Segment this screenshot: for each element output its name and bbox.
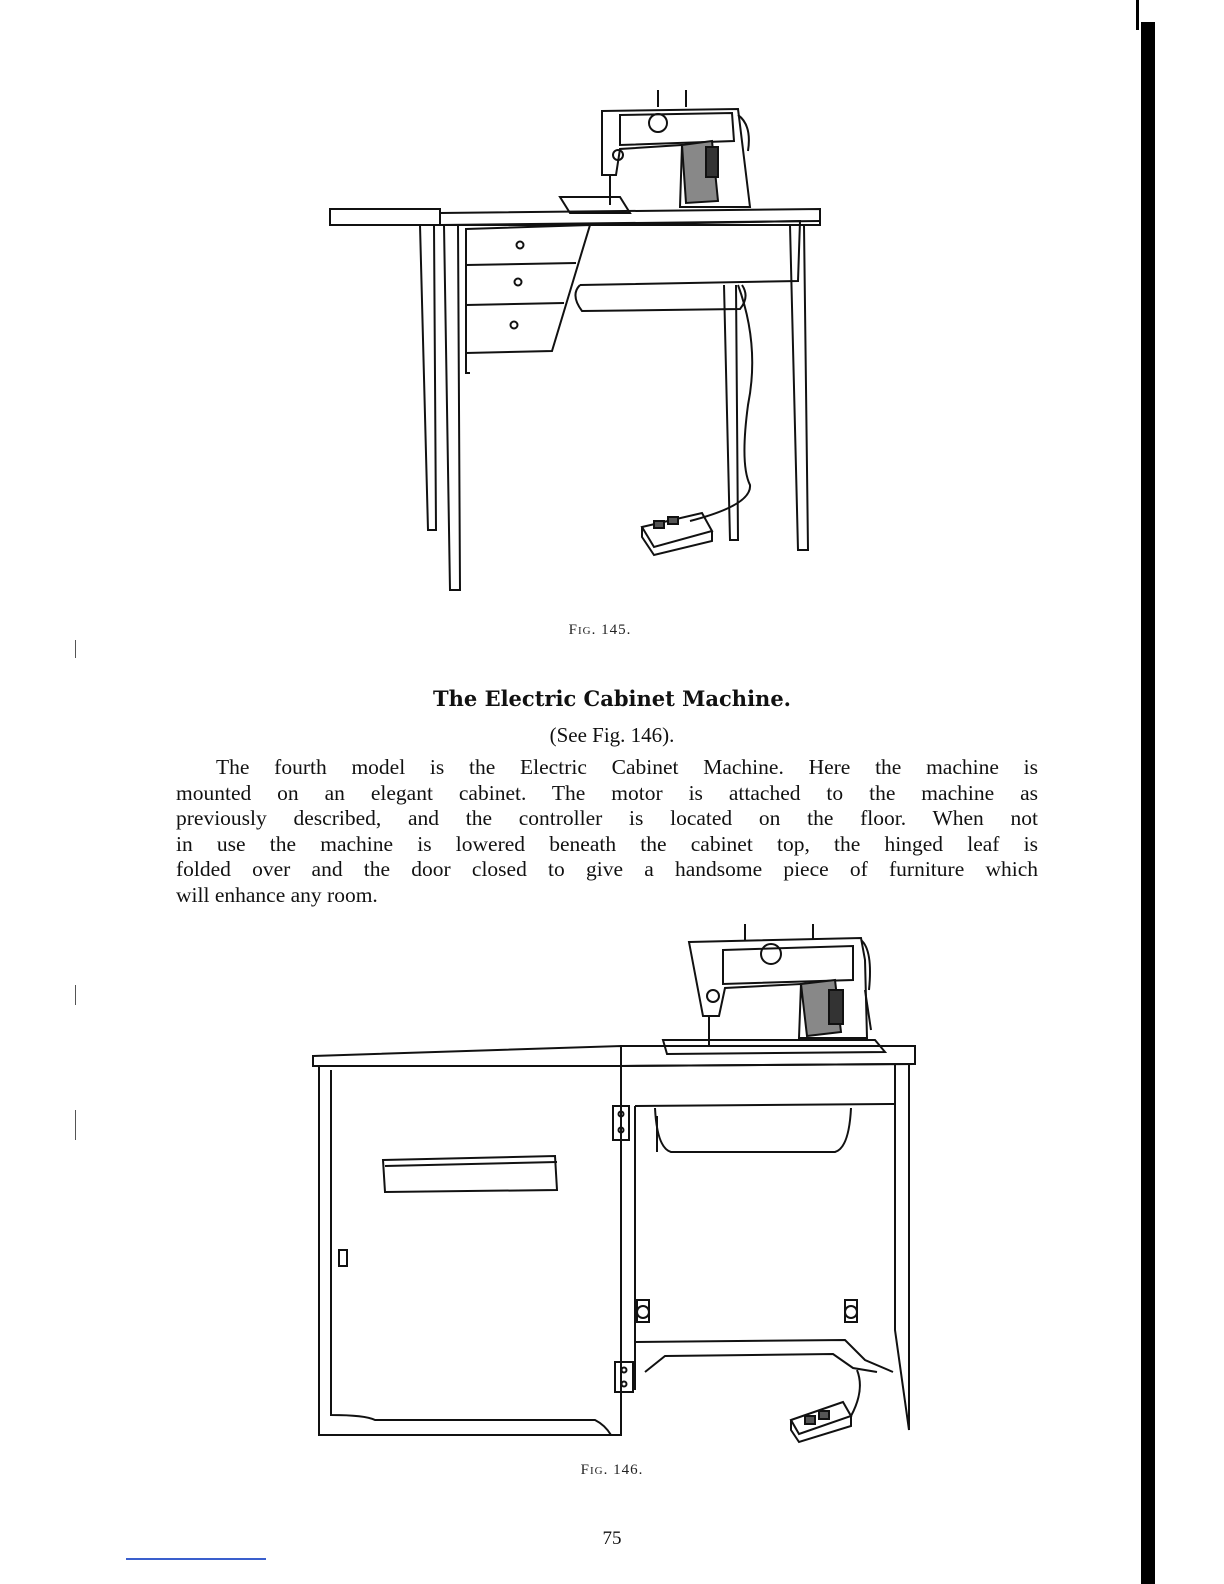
paragraph-line: previously described, and the controller is located on the floor. When not — [176, 806, 1038, 830]
caption-prefix: Fig. — [568, 622, 597, 638]
section-title: The Electric Cabinet Machine. — [433, 686, 791, 711]
figure-145-caption — [540, 622, 660, 639]
paragraph-line: will enhance any room. — [176, 882, 378, 907]
scan-mark — [75, 1110, 76, 1140]
caption-number: 145. — [601, 622, 632, 638]
scan-edge-bar — [1141, 22, 1155, 1584]
section-paragraph — [176, 755, 1038, 908]
paragraph-line: mounted on an elegant cabinet. The motor is attached to the machine as — [176, 780, 1038, 805]
figure-146-caption — [552, 1462, 672, 1479]
caption-prefix: Fig. — [580, 1462, 609, 1478]
figure-145-illustration — [320, 85, 830, 600]
scan-edge-tick — [1136, 0, 1139, 30]
footer-rule — [126, 1558, 266, 1560]
page-number: 75 — [602, 1528, 622, 1549]
paragraph-line: in use the machine is lowered beneath the cabinet top, the hinged leaf is — [176, 831, 1038, 856]
paragraph-line: The fourth model is the Electric Cabinet Machine. Here the machine is — [216, 755, 1038, 779]
figure-146-illustration — [305, 920, 925, 1445]
caption-number: 146. — [613, 1462, 644, 1478]
section-reference: (See Fig. 146). — [549, 723, 675, 747]
sewing-machine-icon — [689, 924, 871, 1046]
scan-mark — [75, 985, 76, 1005]
paragraph-line: folded over and the door closed to give a handsome piece of furniture which — [176, 857, 1038, 881]
scan-mark — [75, 640, 76, 658]
sewing-machine-icon — [560, 90, 750, 213]
